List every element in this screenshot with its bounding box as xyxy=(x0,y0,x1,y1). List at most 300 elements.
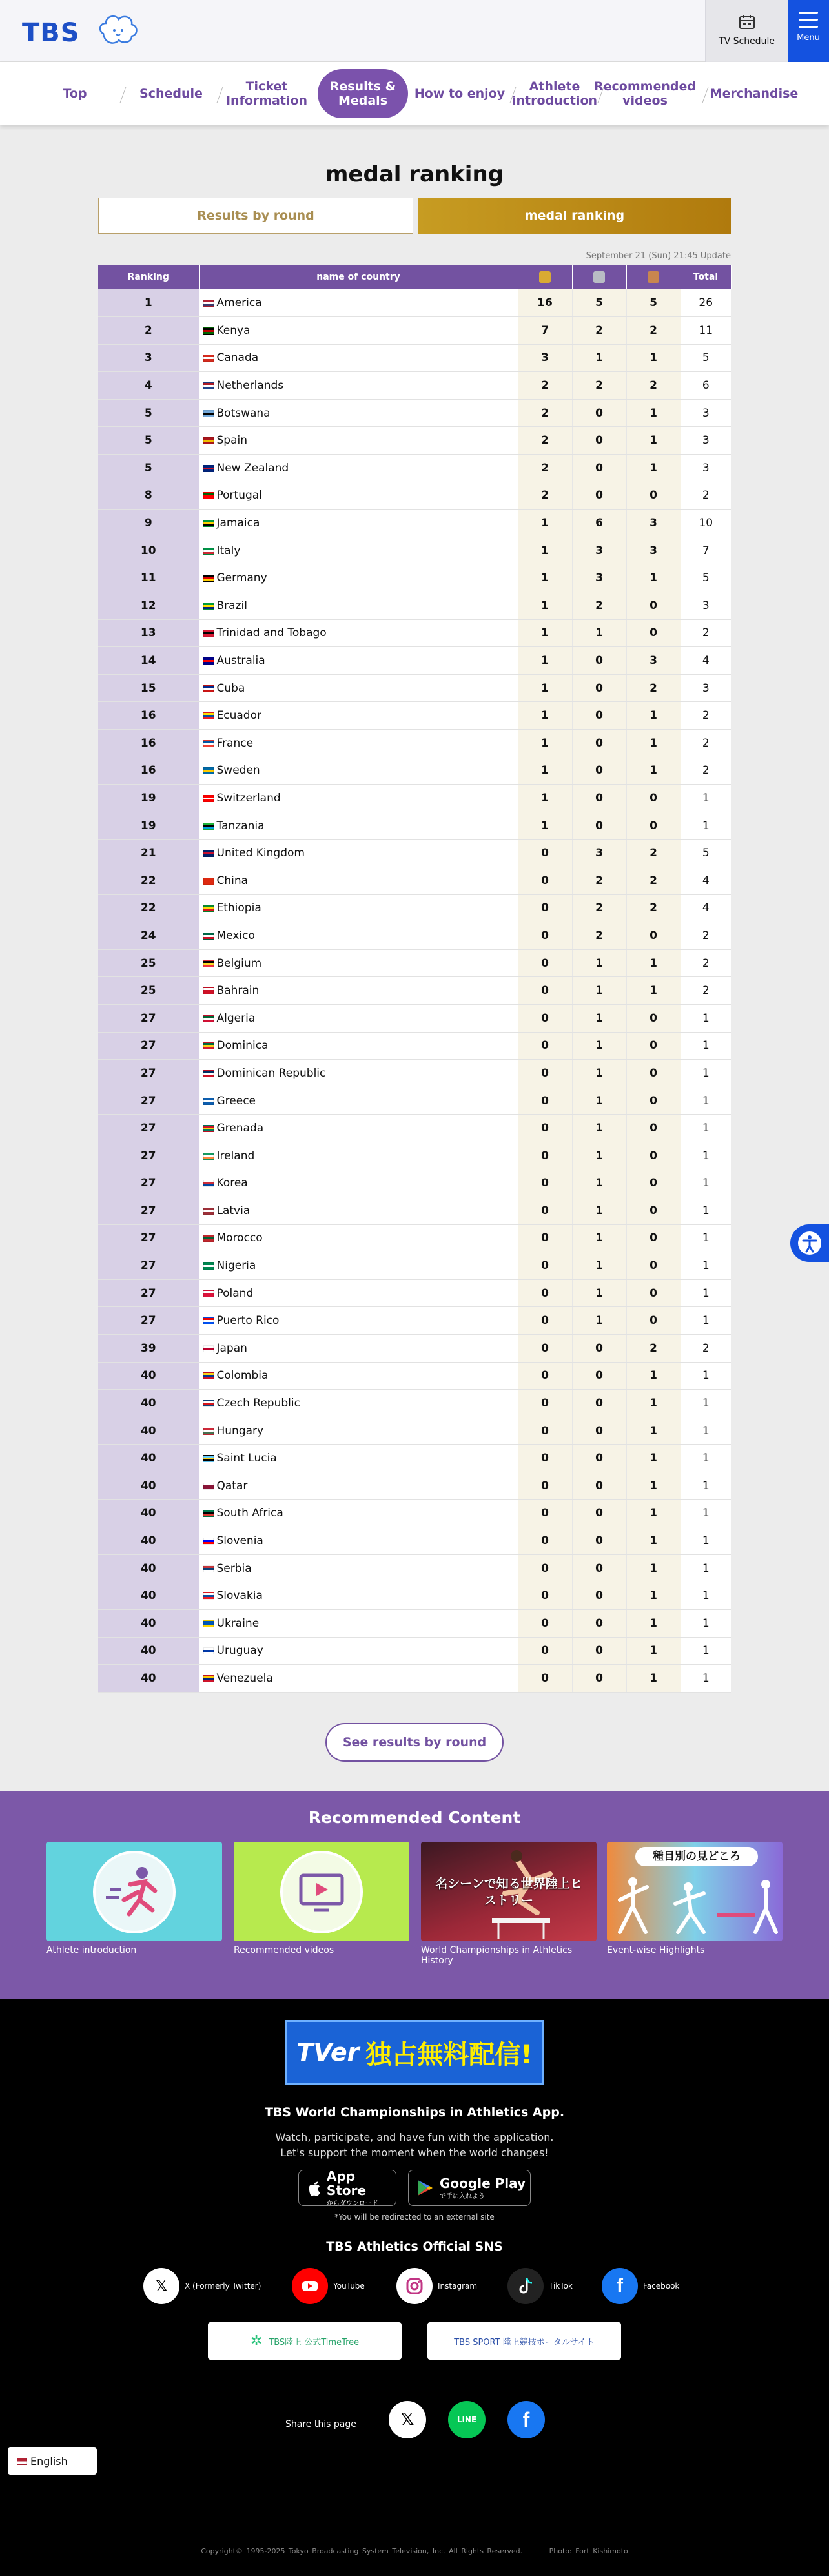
tbs-logo[interactable]: TBS xyxy=(22,18,80,48)
share-label: Share this page xyxy=(285,2419,356,2429)
total-cell: 1 xyxy=(681,785,731,812)
menu-button[interactable] xyxy=(788,0,829,62)
rank-cell: 40 xyxy=(98,1665,199,1693)
card-caption: Event-wise Highlights xyxy=(607,1945,705,1955)
instagram-icon xyxy=(396,2268,433,2304)
table-row xyxy=(98,564,731,592)
bronze-cell: 0 xyxy=(626,1060,681,1087)
total-cell: 1 xyxy=(681,1087,731,1115)
country-flag-icon xyxy=(203,520,214,527)
bronze-cell: 0 xyxy=(626,1170,681,1197)
bronze-cell: 3 xyxy=(626,537,681,564)
sns-facebook-label: Facebook xyxy=(643,2282,680,2291)
country-flag-icon xyxy=(203,437,214,444)
country-cell xyxy=(199,867,518,894)
table-row xyxy=(98,1582,731,1610)
tab-results-by-round[interactable]: Results by round xyxy=(98,198,413,234)
country-cell xyxy=(199,482,518,510)
total-cell: 1 xyxy=(681,1115,731,1142)
total-cell: 1 xyxy=(681,1170,731,1197)
silver-cell: 1 xyxy=(572,977,626,1005)
total-cell: 5 xyxy=(681,564,731,592)
nav-athlete-introduction[interactable]: Athlete introduction xyxy=(511,79,598,108)
share-line-icon[interactable]: LINE xyxy=(448,2401,486,2438)
country-cell xyxy=(199,1032,518,1060)
silver-cell: 3 xyxy=(572,564,626,592)
medal-table xyxy=(98,265,732,1693)
total-cell: 1 xyxy=(681,1307,731,1335)
total-cell: 5 xyxy=(681,344,731,372)
total-cell: 1 xyxy=(681,1499,731,1527)
sns-facebook-link[interactable] xyxy=(602,2268,679,2304)
country-cell xyxy=(199,1004,518,1032)
total-cell: 1 xyxy=(681,1142,731,1170)
total-cell: 1 xyxy=(681,1197,731,1225)
rank-cell: 27 xyxy=(98,1252,199,1280)
country-cell xyxy=(199,344,518,372)
bronze-cell: 0 xyxy=(626,1307,681,1335)
total-cell: 2 xyxy=(681,730,731,757)
bronze-cell: 1 xyxy=(626,949,681,977)
recommended-title: Recommended Content xyxy=(308,1808,521,1827)
total-cell: 1 xyxy=(681,812,731,840)
gold-cell: 0 xyxy=(518,977,572,1005)
total-cell: 4 xyxy=(681,894,731,922)
country-name: Switzerland xyxy=(216,791,281,805)
bronze-cell: 0 xyxy=(626,619,681,647)
total-cell: 10 xyxy=(681,510,731,537)
bronze-cell: 2 xyxy=(626,372,681,400)
sns-youtube-label: YouTube xyxy=(333,2282,365,2291)
bronze-cell: 0 xyxy=(626,1197,681,1225)
rank-cell: 15 xyxy=(98,674,199,702)
rank-cell: 40 xyxy=(98,1499,199,1527)
silver-cell: 0 xyxy=(572,1554,626,1582)
country-name: Colombia xyxy=(216,1369,269,1383)
silver-cell: 0 xyxy=(572,1445,626,1472)
total-cell: 2 xyxy=(681,977,731,1005)
see-results-by-round-button[interactable]: See results by round xyxy=(325,1723,504,1762)
total-cell: 11 xyxy=(681,317,731,345)
bronze-cell: 2 xyxy=(626,867,681,894)
rank-cell: 40 xyxy=(98,1472,199,1500)
country-cell xyxy=(199,510,518,537)
athletes-illustration xyxy=(607,1868,783,1941)
sns-instagram-link[interactable] xyxy=(396,2268,477,2304)
rank-cell: 5 xyxy=(98,427,199,455)
app-title: TBS World Championships in Athletics App. xyxy=(264,2105,565,2119)
nav-divider xyxy=(217,87,223,103)
total-cell: 1 xyxy=(681,1472,731,1500)
rank-cell: 11 xyxy=(98,564,199,592)
total-cell: 1 xyxy=(681,1060,731,1087)
country-name: Japan xyxy=(216,1341,247,1355)
tv-schedule-button[interactable] xyxy=(705,0,788,62)
country-flag-icon xyxy=(203,548,214,555)
rank-cell: 27 xyxy=(98,1307,199,1335)
country-flag-icon xyxy=(203,355,214,362)
country-cell xyxy=(199,564,518,592)
total-cell: 2 xyxy=(681,757,731,785)
copyright xyxy=(0,2547,829,2555)
bronze-cell: 3 xyxy=(626,647,681,675)
bronze-cell: 5 xyxy=(626,289,681,317)
country-flag-icon xyxy=(203,823,214,830)
silver-cell: 2 xyxy=(572,372,626,400)
bronze-cell: 0 xyxy=(626,1004,681,1032)
gold-cell: 0 xyxy=(518,1637,572,1665)
rank-cell: 27 xyxy=(98,1032,199,1060)
gold-cell: 16 xyxy=(518,289,572,317)
rank-cell: 9 xyxy=(98,510,199,537)
silver-cell: 2 xyxy=(572,592,626,620)
gold-cell: 2 xyxy=(518,372,572,400)
total-cell: 2 xyxy=(681,1335,731,1363)
country-flag-icon xyxy=(203,603,214,610)
country-flag-icon xyxy=(203,1428,214,1435)
country-cell xyxy=(199,372,518,400)
country-cell xyxy=(199,1060,518,1087)
country-name: Jamaica xyxy=(216,517,260,530)
language-selector[interactable] xyxy=(8,2447,97,2475)
card-event-highlights[interactable] xyxy=(607,1842,783,1955)
country-flag-icon xyxy=(203,630,214,637)
gold-cell: 2 xyxy=(518,482,572,510)
table-row xyxy=(98,1527,731,1555)
country-name: Tanzania xyxy=(216,819,265,832)
silver-cell: 0 xyxy=(572,1417,626,1445)
timetree-button[interactable] xyxy=(208,2322,402,2360)
table-row xyxy=(98,510,731,537)
total-cell: 1 xyxy=(681,1032,731,1060)
google-play-button[interactable] xyxy=(408,2170,531,2206)
bronze-cell: 0 xyxy=(626,1142,681,1170)
silver-cell: 1 xyxy=(572,619,626,647)
gold-cell: 0 xyxy=(518,1554,572,1582)
country-cell xyxy=(199,289,518,317)
silver-cell: 1 xyxy=(572,1307,626,1335)
country-name: United Kingdom xyxy=(216,847,305,860)
gold-cell: 0 xyxy=(518,1582,572,1610)
card-athlete-introduction[interactable] xyxy=(46,1842,222,1955)
silver-cell: 1 xyxy=(572,1279,626,1307)
silver-medal-icon xyxy=(593,271,605,283)
bronze-cell: 1 xyxy=(626,1472,681,1500)
table-row xyxy=(98,1472,731,1500)
table-row xyxy=(98,674,731,702)
silver-cell: 0 xyxy=(572,702,626,730)
country-flag-icon xyxy=(203,1345,214,1352)
sns-youtube-link[interactable] xyxy=(292,2268,365,2304)
page-title: medal ranking xyxy=(325,161,504,187)
country-flag-icon xyxy=(203,1153,214,1160)
country-name: Saint Lucia xyxy=(216,1452,277,1465)
country-name: Venezuela xyxy=(216,1671,273,1685)
tver-banner[interactable] xyxy=(285,2020,544,2085)
silver-cell: 0 xyxy=(572,399,626,427)
footer xyxy=(0,1999,829,2576)
share-facebook-icon[interactable]: f xyxy=(507,2401,545,2438)
country-flag-icon xyxy=(203,492,214,499)
app-store-button[interactable] xyxy=(298,2170,396,2206)
calendar-icon xyxy=(739,14,755,30)
sns-x-link[interactable] xyxy=(143,2268,261,2304)
card-caption: Athlete introduction xyxy=(46,1945,137,1955)
youtube-icon xyxy=(292,2268,328,2304)
rank-cell: 4 xyxy=(98,372,199,400)
country-cell xyxy=(199,317,518,345)
country-name: Algeria xyxy=(216,1011,256,1025)
total-cell: 1 xyxy=(681,1279,731,1307)
silver-cell: 0 xyxy=(572,1527,626,1555)
country-flag-icon xyxy=(203,878,214,885)
gold-cell: 0 xyxy=(518,922,572,950)
gold-cell: 1 xyxy=(518,564,572,592)
country-cell xyxy=(199,977,518,1005)
bronze-cell: 0 xyxy=(626,785,681,812)
country-cell xyxy=(199,1335,518,1363)
country-flag-icon xyxy=(203,1455,214,1462)
country-cell xyxy=(199,1582,518,1610)
gold-cell: 3 xyxy=(518,344,572,372)
total-cell: 1 xyxy=(681,1252,731,1280)
country-name: Ukraine xyxy=(216,1616,260,1630)
rank-cell: 27 xyxy=(98,1170,199,1197)
gold-cell: 1 xyxy=(518,592,572,620)
country-cell xyxy=(199,1252,518,1280)
gold-cell: 0 xyxy=(518,1170,572,1197)
rank-cell: 16 xyxy=(98,757,199,785)
country-name: Germany xyxy=(216,572,267,585)
sns-instagram-label: Instagram xyxy=(438,2282,478,2291)
country-name: Dominica xyxy=(216,1039,269,1053)
nav-top[interactable]: Top xyxy=(63,87,87,101)
country-name: Ireland xyxy=(216,1149,255,1162)
table-row xyxy=(98,647,731,675)
bronze-cell: 0 xyxy=(626,1224,681,1252)
silver-cell: 0 xyxy=(572,730,626,757)
country-flag-icon xyxy=(203,767,214,774)
country-cell xyxy=(199,455,518,482)
table-row xyxy=(98,1224,731,1252)
total-cell: 2 xyxy=(681,482,731,510)
recommended-section xyxy=(0,1791,829,1999)
country-cell xyxy=(199,674,518,702)
share-x-icon[interactable]: 𝕏 xyxy=(389,2401,426,2438)
table-row xyxy=(98,867,731,894)
table-row xyxy=(98,619,731,647)
country-cell xyxy=(199,1527,518,1555)
gold-cell: 0 xyxy=(518,1499,572,1527)
gold-cell: 1 xyxy=(518,785,572,812)
country-cell xyxy=(199,1390,518,1417)
bronze-cell: 1 xyxy=(626,1554,681,1582)
silver-cell: 1 xyxy=(572,1197,626,1225)
bronze-cell: 1 xyxy=(626,344,681,372)
silver-cell: 0 xyxy=(572,1582,626,1610)
silver-cell: 2 xyxy=(572,867,626,894)
portal-button[interactable] xyxy=(427,2322,621,2360)
country-cell xyxy=(199,1087,518,1115)
rank-cell: 40 xyxy=(98,1417,199,1445)
table-row xyxy=(98,757,731,785)
total-cell: 1 xyxy=(681,1554,731,1582)
rank-cell: 27 xyxy=(98,1142,199,1170)
country-name: Canada xyxy=(216,351,259,365)
timetree-label: TBS陸上 公式TimeTree xyxy=(269,2337,360,2347)
tab-medal-ranking[interactable]: medal ranking xyxy=(418,198,731,234)
table-row xyxy=(98,922,731,950)
google-play-icon xyxy=(416,2179,433,2197)
card-recommended-videos[interactable] xyxy=(234,1842,409,1955)
rank-cell: 27 xyxy=(98,1087,199,1115)
rank-cell: 24 xyxy=(98,922,199,950)
card-image xyxy=(234,1842,409,1941)
table-row xyxy=(98,1554,731,1582)
gold-cell: 0 xyxy=(518,1279,572,1307)
bronze-cell: 2 xyxy=(626,1335,681,1363)
country-cell xyxy=(199,757,518,785)
total-cell: 26 xyxy=(681,289,731,317)
bronze-cell: 1 xyxy=(626,564,681,592)
table-row xyxy=(98,344,731,372)
table-row xyxy=(98,372,731,400)
card-image-text: 名シーンで知る世界陸上ヒストリー xyxy=(435,1877,582,1908)
rank-cell: 40 xyxy=(98,1527,199,1555)
bronze-cell: 2 xyxy=(626,674,681,702)
card-image xyxy=(46,1842,222,1941)
total-cell: 1 xyxy=(681,1362,731,1390)
nav-ticket-information[interactable]: Ticket Information xyxy=(225,79,308,108)
silver-cell: 1 xyxy=(572,1142,626,1170)
nav-schedule[interactable]: Schedule xyxy=(139,87,203,101)
country-cell xyxy=(199,812,518,840)
country-name: Nigeria xyxy=(216,1259,256,1273)
gold-cell: 1 xyxy=(518,812,572,840)
google-play-label: Google Play xyxy=(440,2175,526,2191)
rank-cell: 40 xyxy=(98,1554,199,1582)
rank-cell: 27 xyxy=(98,1060,199,1087)
country-name: Hungary xyxy=(216,1424,264,1437)
silver-cell: 0 xyxy=(572,455,626,482)
bronze-cell: 2 xyxy=(626,840,681,867)
runner-icon xyxy=(93,1851,176,1933)
bronze-cell: 0 xyxy=(626,592,681,620)
total-cell: 1 xyxy=(681,1527,731,1555)
card-caption: Recommended videos xyxy=(234,1945,334,1955)
country-flag-icon xyxy=(203,795,214,802)
gold-cell: 0 xyxy=(518,1004,572,1032)
app-store-sublabel: からダウンロード xyxy=(326,2200,378,2207)
bronze-cell: 0 xyxy=(626,482,681,510)
app-store-label: App Store xyxy=(326,2168,367,2198)
silver-cell: 1 xyxy=(572,344,626,372)
bronze-cell: 1 xyxy=(626,757,681,785)
bronze-cell: 0 xyxy=(626,1252,681,1280)
bronze-cell: 1 xyxy=(626,977,681,1005)
sns-x-label: X (Formerly Twitter) xyxy=(185,2282,261,2291)
hamburger-icon xyxy=(799,12,818,28)
sns-tiktok-link[interactable] xyxy=(507,2268,573,2304)
gold-cell: 0 xyxy=(518,1224,572,1252)
country-name: Brazil xyxy=(216,599,247,612)
silver-cell: 0 xyxy=(572,1610,626,1638)
rank-cell: 27 xyxy=(98,1224,199,1252)
total-cell: 6 xyxy=(681,372,731,400)
silver-cell: 0 xyxy=(572,1499,626,1527)
country-name: Slovenia xyxy=(216,1534,263,1548)
card-athletics-history[interactable] xyxy=(421,1842,597,1966)
country-name: Puerto Rico xyxy=(216,1314,280,1328)
table-row xyxy=(98,1060,731,1087)
rank-cell: 5 xyxy=(98,399,199,427)
table-row xyxy=(98,427,731,455)
nav-merchandise[interactable]: Merchandise xyxy=(710,87,799,101)
country-cell xyxy=(199,730,518,757)
total-cell: 1 xyxy=(681,1390,731,1417)
gold-cell: 7 xyxy=(518,317,572,345)
google-play-sublabel: で手に入れよう xyxy=(440,2192,485,2200)
table-row xyxy=(98,1004,731,1032)
rank-cell: 25 xyxy=(98,977,199,1005)
nav-results-medals[interactable]: Results & Medals xyxy=(318,69,408,118)
country-flag-icon xyxy=(203,905,214,912)
country-name: New Zealand xyxy=(216,461,289,475)
accessibility-button[interactable] xyxy=(790,1224,829,1262)
gold-cell: 1 xyxy=(518,619,572,647)
bronze-cell: 1 xyxy=(626,455,681,482)
nav-recommended-videos[interactable]: Recommended videos xyxy=(594,79,696,108)
country-name: Spain xyxy=(216,434,247,448)
country-flag-icon xyxy=(203,850,214,857)
bronze-cell: 1 xyxy=(626,1445,681,1472)
table-row xyxy=(98,1665,731,1693)
country-name: Belgium xyxy=(216,956,262,970)
bronze-cell: 0 xyxy=(626,812,681,840)
bronze-cell: 3 xyxy=(626,510,681,537)
country-name: Qatar xyxy=(216,1479,248,1492)
bronze-medal-icon xyxy=(648,271,659,283)
table-row xyxy=(98,977,731,1005)
silver-cell: 6 xyxy=(572,510,626,537)
rank-cell: 25 xyxy=(98,949,199,977)
silver-cell: 1 xyxy=(572,1087,626,1115)
rank-cell: 16 xyxy=(98,730,199,757)
gold-cell: 0 xyxy=(518,1142,572,1170)
country-cell xyxy=(199,840,518,867)
country-flag-icon xyxy=(203,1483,214,1490)
country-flag-icon xyxy=(203,1538,214,1545)
country-flag-icon xyxy=(203,575,214,582)
app-subtitle xyxy=(0,2130,829,2161)
country-cell xyxy=(199,1665,518,1693)
country-name: Czech Republic xyxy=(216,1397,300,1410)
country-cell xyxy=(199,1362,518,1390)
table-row xyxy=(98,1417,731,1445)
gold-cell: 0 xyxy=(518,1060,572,1087)
country-flag-icon xyxy=(203,382,214,389)
country-cell xyxy=(199,1637,518,1665)
nav-how-to-enjoy[interactable]: How to enjoy xyxy=(414,87,506,101)
table-row xyxy=(98,1362,731,1390)
country-flag-icon xyxy=(203,657,214,665)
total-cell: 2 xyxy=(681,922,731,950)
rank-cell: 8 xyxy=(98,482,199,510)
portal-label: TBS SPORT 陸上競技ポータルサイト xyxy=(454,2337,595,2347)
external-site-note: *You will be redirected to an external site xyxy=(334,2212,495,2221)
silver-cell: 0 xyxy=(572,1335,626,1363)
country-name: Uruguay xyxy=(216,1644,263,1658)
